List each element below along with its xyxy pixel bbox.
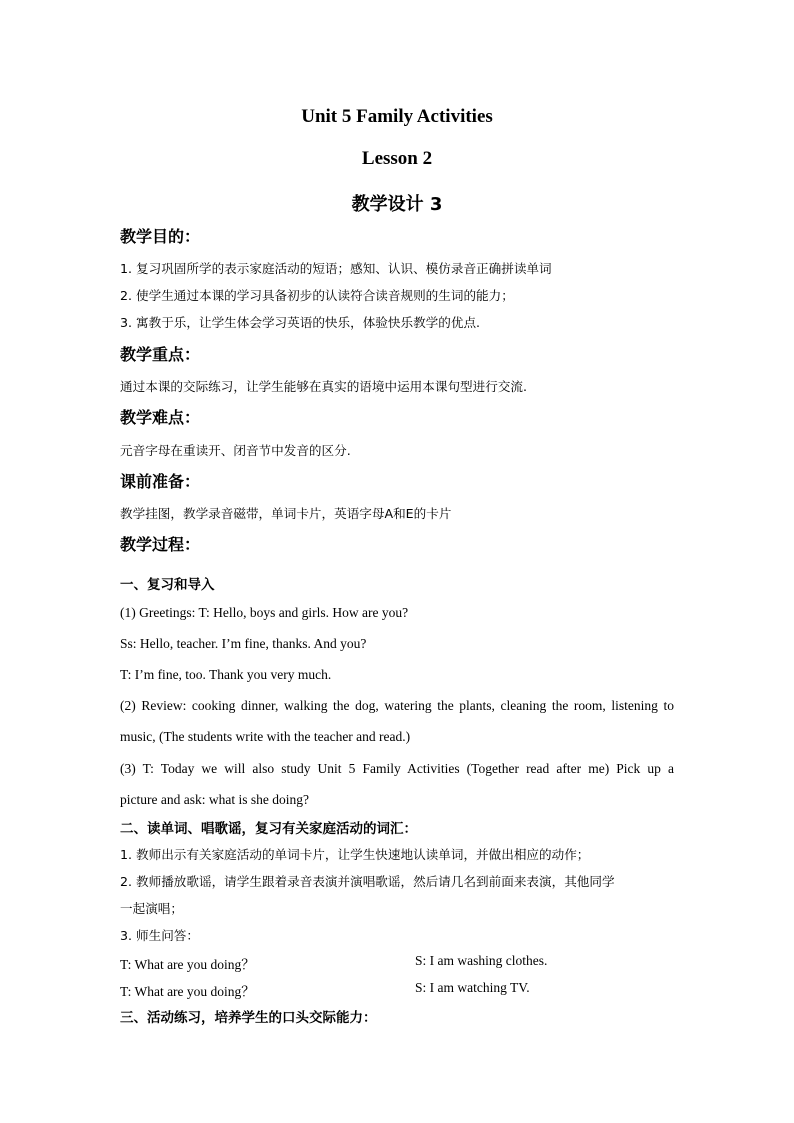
section1-line: Ss: Hello, teacher. I’m fine, thanks. And you?: [120, 636, 367, 651]
section3-heading: 三、活动练习，培养学生的口头交际能力：: [120, 1010, 377, 1026]
section2-line: 2. 教师播放歌谣，请学生跟着录音表演并演唱歌谣，然后请几名到前面来表演，其他同学: [120, 874, 615, 889]
objective-item: 1. 复习巩固所学的表示家庭活动的短语；感知、认识、模仿录音正确拼读单词: [120, 261, 552, 276]
objective-item: 2. 使学生通过本课的学习具备初步的认读符合读音规则的生词的能力；: [120, 288, 514, 303]
objectives-heading: 教学目的：: [120, 227, 201, 246]
dialog-answer: S: I am watching TV.: [415, 980, 530, 995]
section1-line: (1) Greetings: T: Hello, boys and girls. How are you?: [120, 605, 409, 620]
preparation-text: 教学挂图，教学录音磁带，单词卡片，英语字母A和E的卡片: [120, 506, 452, 521]
dialog-question: T: What are you doing？: [120, 957, 255, 972]
design-title: 教学设计 3: [351, 194, 443, 215]
section2-line: 1. 教师出示有关家庭活动的单词卡片，让学生快速地认读单词，并做出相应的动作；: [120, 847, 590, 862]
section2-heading: 二、读单词、唱歌谣，复习有关家庭活动的词汇：: [120, 821, 417, 837]
lesson-title: Lesson 2: [361, 148, 433, 169]
dialog-answer: S: I am washing clothes.: [415, 953, 548, 968]
unit-title: Unit 5 Family Activities: [301, 106, 493, 127]
section1-line: music, (The students write with the teacher and read.): [120, 729, 411, 744]
dialog-question: T: What are you doing？: [120, 984, 255, 999]
key-points-heading: 教学重点：: [120, 345, 201, 364]
key-points-text: 通过本课的交际练习，让学生能够在真实的语境中运用本课句型进行交流.: [120, 379, 528, 394]
section1-line: (2) Review: cooking dinner, walking the dog, watering the plants, cleaning the room, listening to: [120, 698, 674, 713]
difficulties-text: 元音字母在重读开、闭音节中发音的区分.: [120, 443, 351, 458]
section1-line: T: I’m fine, too. Thank you very much.: [120, 667, 332, 682]
section1-line: picture and ask: what is she doing?: [120, 792, 309, 807]
section2-line: 3. 师生问答：: [120, 928, 199, 943]
difficulties-heading: 教学难点：: [120, 408, 201, 427]
section2-line: 一起演唱；: [120, 901, 183, 916]
process-heading: 教学过程：: [120, 535, 201, 554]
preparation-heading: 课前准备：: [120, 472, 201, 491]
section1-heading: 一、复习和导入: [120, 577, 215, 593]
objective-item: 3. 寓教于乐，让学生体会学习英语的快乐，体验快乐教学的优点.: [120, 315, 481, 330]
section1-line: (3) T: Today we will also study Unit 5 Family Activities (Together read after me) Pick up a: [120, 761, 674, 776]
